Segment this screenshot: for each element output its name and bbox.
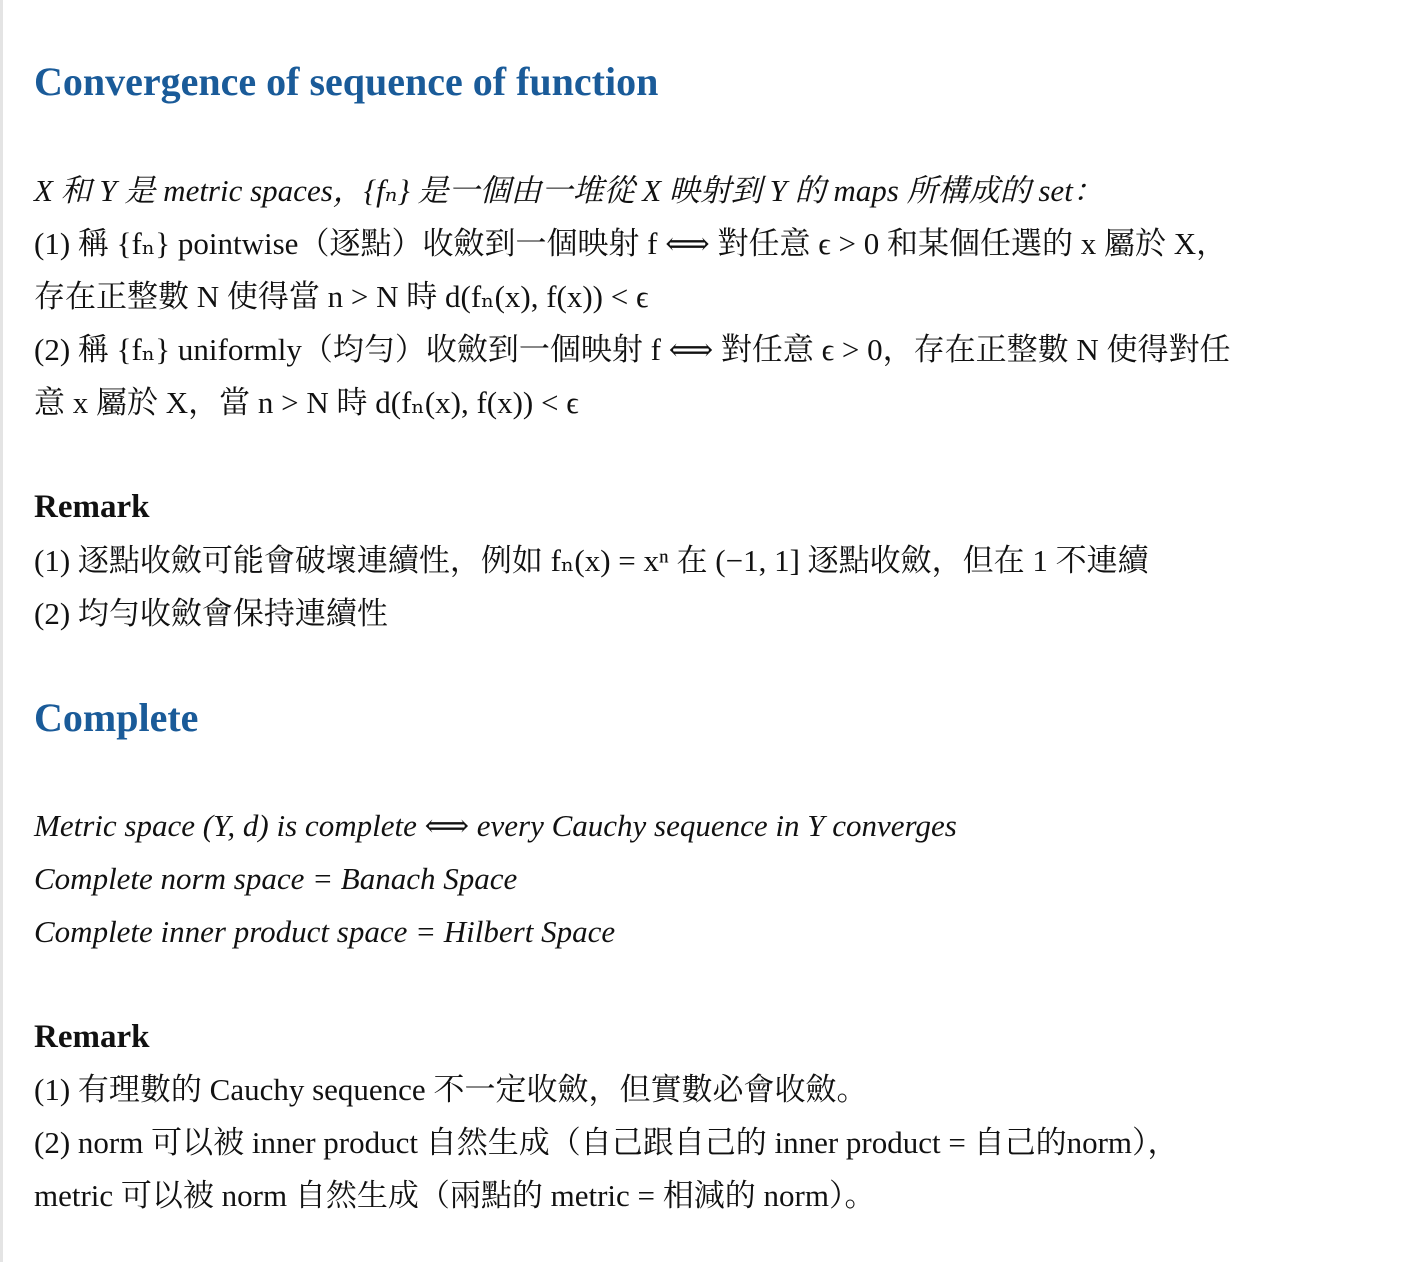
section-title-complete: Complete <box>34 695 199 740</box>
hilbert-space-definition: Complete inner product space = Hilbert Space <box>34 914 616 949</box>
complete-remark-2-line1: (2) norm 可以被 inner product 自然生成（自己跟自己的 inner product = 自己的norm）， <box>34 1125 1179 1160</box>
remark-heading-convergence: Remark <box>34 489 150 525</box>
complete-metric-space-definition: Metric space (Y, d) is complete ⟺ every Cauchy sequence in Y converges <box>34 808 957 843</box>
complete-remark-1: (1) 有理數的 Cauchy sequence 不一定收斂，但實數必會收斂。 <box>34 1072 868 1107</box>
section-title-convergence: Convergence of sequence of function <box>34 59 659 104</box>
convergence-remark-2: (2) 均勻收斂會保持連續性 <box>34 596 388 631</box>
convergence-definition-intro: X 和 Y 是 metric spaces，{fₙ} 是一個由一堆從 X 映射到 Y 的 maps 所構成的 set： <box>34 173 1104 208</box>
uniform-definition-line1: (2) 稱 {fₙ} uniformly（均勻）收斂到一個映射 f ⟺ 對任意 ϵ > 0，存在正整數 N 使得對任 <box>34 332 1231 367</box>
remark-heading-complete: Remark <box>34 1019 150 1055</box>
complete-remark-2-line2: metric 可以被 norm 自然生成（兩點的 metric = 相減的 norm）。 <box>34 1178 876 1213</box>
page-left-border <box>0 0 3 1262</box>
banach-space-definition: Complete norm space = Banach Space <box>34 861 518 896</box>
pointwise-definition-line1: (1) 稱 {fₙ} pointwise（逐點）收斂到一個映射 f ⟺ 對任意 ϵ > 0 和某個任選的 x 屬於 X， <box>34 226 1228 261</box>
pointwise-definition-line2: 存在正整數 N 使得當 n > N 時 d(fₙ(x), f(x)) < ϵ <box>34 279 649 314</box>
uniform-definition-line2: 意 x 屬於 X，當 n > N 時 d(fₙ(x), f(x)) < ϵ <box>34 385 579 420</box>
convergence-remark-1: (1) 逐點收斂可能會破壞連續性，例如 fₙ(x) = xⁿ 在 (−1, 1] 逐點收斂，但在 1 不連續 <box>34 543 1149 578</box>
